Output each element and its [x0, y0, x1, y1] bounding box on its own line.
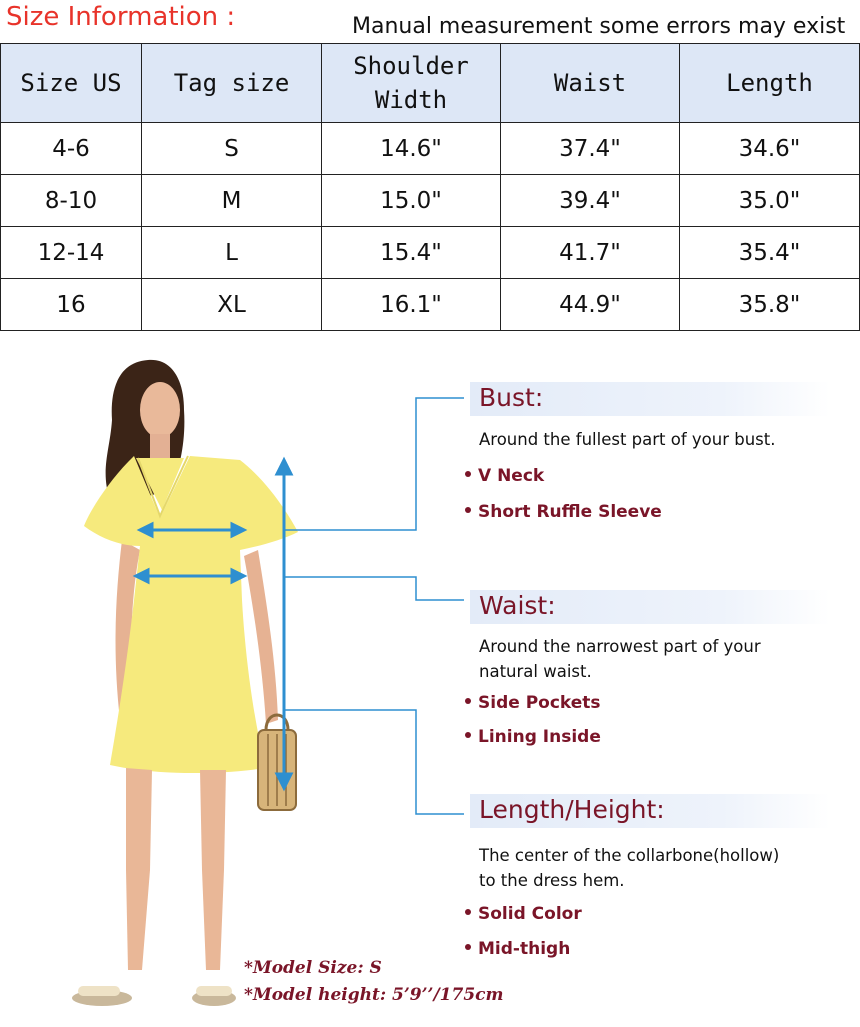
feature-item: Lining Inside [465, 727, 601, 747]
table-cell: XL [142, 279, 322, 331]
table-cell: 16.1" [322, 279, 501, 331]
table-cell: 35.0" [680, 175, 860, 227]
table-cell: M [142, 175, 322, 227]
measurement-note: Manual measurement some errors may exist [352, 14, 846, 39]
feature-item: Short Ruffle Sleeve [465, 502, 662, 522]
page-title: Size Information : [6, 2, 236, 32]
column-header: Waist [501, 44, 680, 123]
table-cell: 37.4" [501, 123, 680, 175]
waist-heading-bar [470, 590, 830, 624]
waist-heading: Waist: [479, 591, 556, 620]
model-size: *Model Size: S [244, 958, 382, 978]
column-header: Length [680, 44, 860, 123]
column-header: Tag size [142, 44, 322, 123]
column-header: Size US [1, 44, 142, 123]
table-cell: 39.4" [501, 175, 680, 227]
bullet-dot-icon [465, 944, 471, 950]
bust-heading-bar [470, 382, 830, 416]
table-cell: 35.8" [680, 279, 860, 331]
feature-item: Side Pockets [465, 693, 601, 713]
length-heading-bar [470, 794, 830, 828]
bust-description: Around the fullest part of your bust. [479, 430, 776, 449]
feature-item: Mid-thigh [465, 939, 570, 959]
bullet-dot-icon [465, 732, 471, 738]
table-cell: 8-10 [1, 175, 142, 227]
table-cell: 41.7" [501, 227, 680, 279]
bullet-dot-icon [465, 507, 471, 513]
bullet-dot-icon [465, 698, 471, 704]
length-heading: Length/Height: [479, 795, 665, 824]
bullet-dot-icon [465, 909, 471, 915]
bullet-dot-icon [465, 471, 471, 477]
table-cell: 4-6 [1, 123, 142, 175]
feature-item: V Neck [465, 466, 544, 486]
bust-heading: Bust: [479, 383, 544, 412]
table-cell: 14.6" [322, 123, 501, 175]
table-cell: L [142, 227, 322, 279]
table-cell: 44.9" [501, 279, 680, 331]
length-description: The center of the collarbone(hollow) to the dress hem. [479, 846, 780, 890]
column-header: Shoulder Width [322, 44, 501, 123]
table-cell: S [142, 123, 322, 175]
feature-item: Solid Color [465, 904, 582, 924]
table-cell: 15.0" [322, 175, 501, 227]
table-cell: 35.4" [680, 227, 860, 279]
table-cell: 34.6" [680, 123, 860, 175]
table-cell: 12-14 [1, 227, 142, 279]
waist-description: Around the narrowest part of your natural waist. [479, 637, 761, 681]
model-height: *Model height: 5’9’’/175cm [244, 985, 504, 1005]
table-cell: 15.4" [322, 227, 501, 279]
table-cell: 16 [1, 279, 142, 331]
